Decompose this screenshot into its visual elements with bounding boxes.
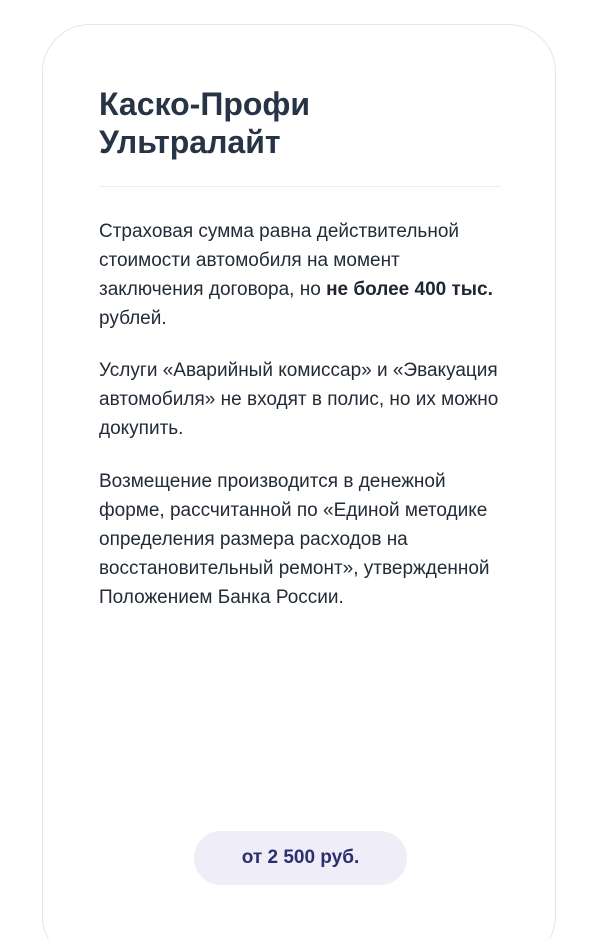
- compensation-paragraph: Возмещение производится в денежной форме, рассчитанной по «Единой методике определения размера расходов на восстановительный ремонт», утвержденной Положением Банка России.: [99, 471, 490, 608]
- sum-insured-limit: не более 400 тыс.: [326, 279, 493, 300]
- product-card: [42, 24, 556, 939]
- sum-insured-text-before: Страховая сумма равна действительной стоимости автомобиля на момент заключения договора, но: [99, 221, 460, 300]
- card-title: [99, 85, 499, 161]
- card-title-line-2: Ультралайт: [99, 124, 281, 160]
- sum-insured-text-after: рублей.: [99, 308, 167, 329]
- services-paragraph: Услуги «Аварийный комиссар» и «Эвакуация автомобиля» не входят в полис, но их можно докупить.: [99, 360, 499, 439]
- card-title-line-1: Каско-Профи: [99, 86, 311, 122]
- price-button[interactable]: от 2 500 руб.: [194, 831, 407, 885]
- title-divider: [99, 186, 501, 187]
- sum-insured-paragraph: [99, 217, 509, 333]
